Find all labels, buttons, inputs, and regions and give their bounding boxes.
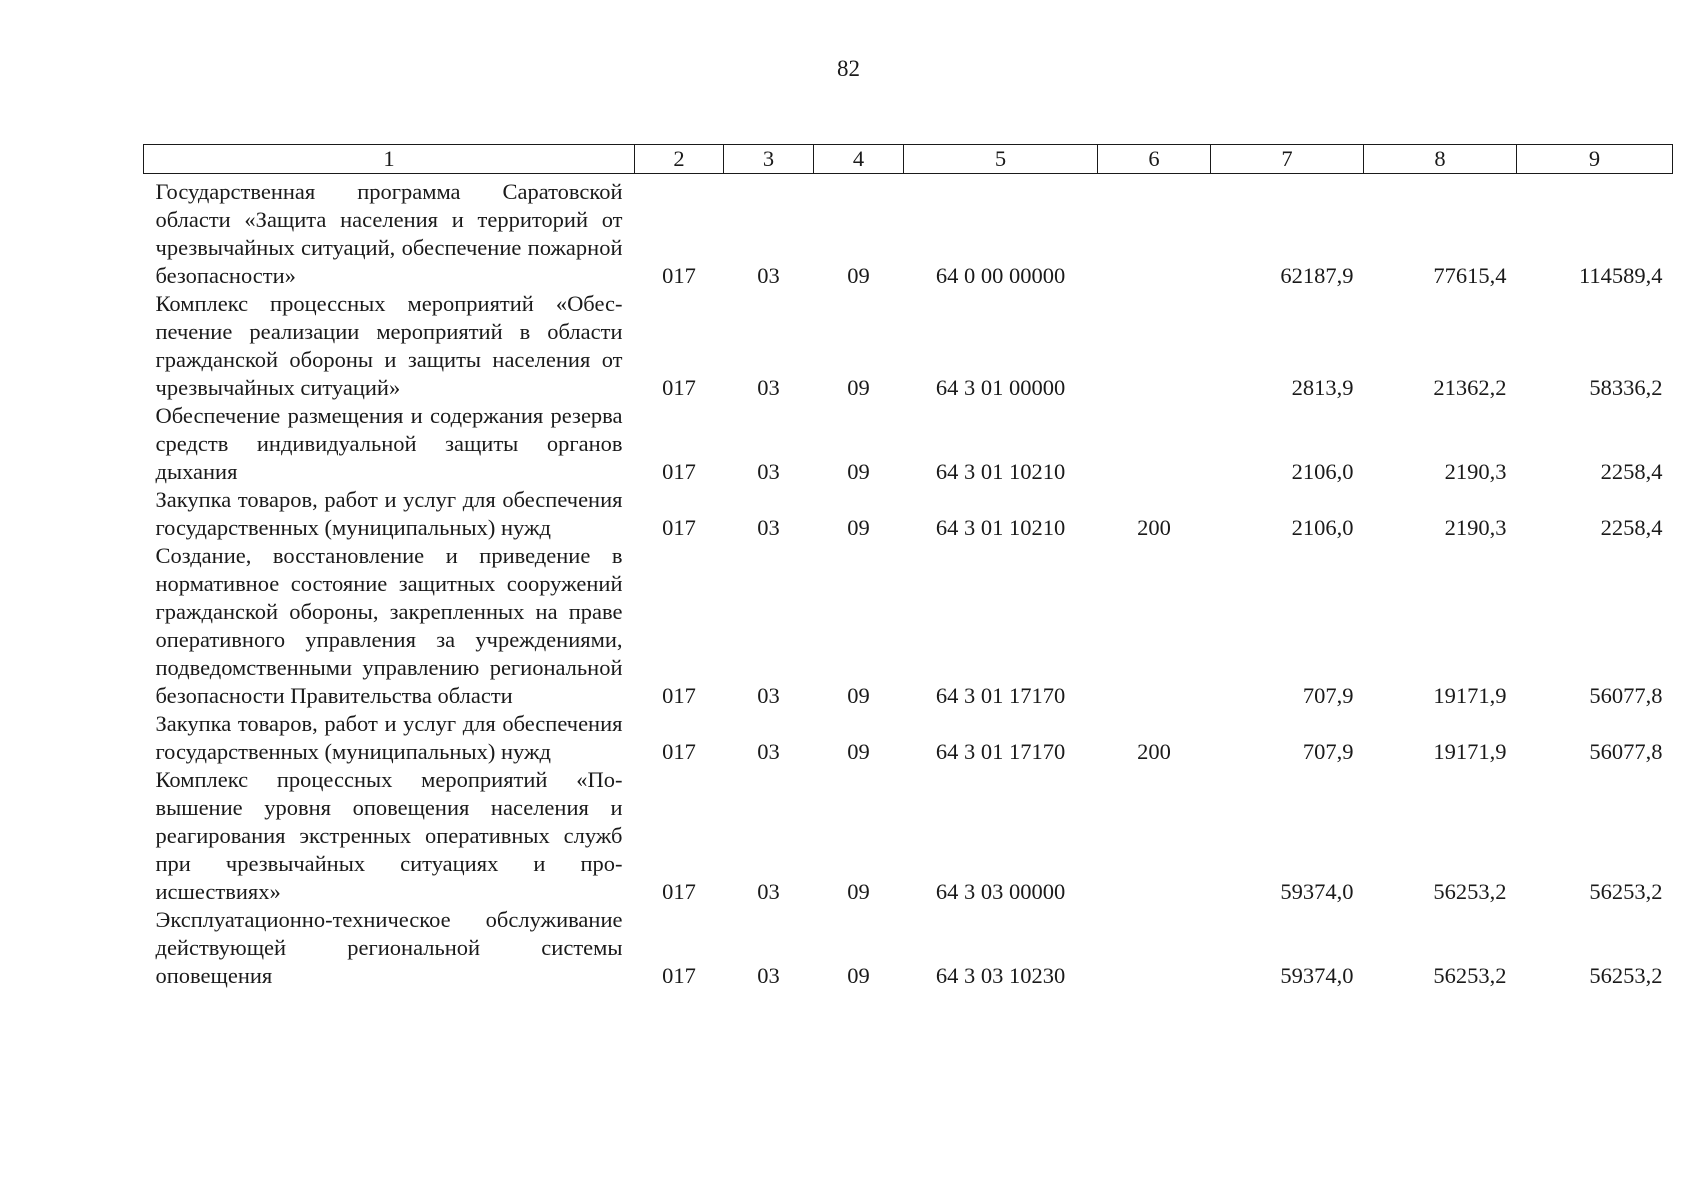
cell-col7: 62187,9: [1280, 263, 1354, 288]
table-row: [144, 542, 1673, 710]
cell-col3: 03: [757, 683, 780, 708]
cell-col5: 64 0 00 00000: [935, 263, 1066, 288]
cell-col7: 2106,0: [1291, 515, 1354, 540]
row-name: Эксплуатационно-техническое обслуживание действующей региональной системы оповещения: [155, 907, 623, 988]
cell-col3: 03: [757, 459, 780, 484]
cell-col8: 21362,2: [1433, 375, 1507, 400]
cell-col5: 64 3 01 17170: [935, 683, 1066, 708]
cell-col6: [1098, 402, 1211, 486]
table-row: [144, 290, 1673, 402]
cell-col3: 03: [757, 879, 780, 904]
header-row: [144, 145, 1673, 174]
cell-col3: 03: [757, 739, 780, 764]
cell-col4: 09: [847, 963, 870, 988]
cell-col4: 09: [847, 739, 870, 764]
table-row: [144, 402, 1673, 486]
table-row: [144, 766, 1673, 906]
row-name: Комплекс процессных мероприятий «Обеспечение реализации мероприятий в области гражданской обороны и защиты населения от чрезвычайных ситуаций»: [155, 291, 623, 400]
cell-col9: 114589,4: [1578, 263, 1663, 288]
cell-col9: 56077,8: [1589, 683, 1663, 708]
column-header: 9: [1517, 145, 1673, 174]
column-header: 5: [904, 145, 1098, 174]
cell-col6: [1098, 174, 1211, 291]
table-row: [144, 174, 1673, 291]
cell-col2: 017: [662, 459, 696, 484]
cell-col9: 58336,2: [1589, 375, 1663, 400]
column-header: 8: [1364, 145, 1517, 174]
cell-col5: 64 3 01 10210: [935, 515, 1066, 540]
cell-col5: 64 3 01 10210: [935, 459, 1066, 484]
column-header: 4: [814, 145, 904, 174]
cell-col2: 017: [662, 375, 696, 400]
table-row: [144, 906, 1673, 990]
row-name: Комплекс процессных мероприятий «Повышение уровня оповещения населения и реагирования экстренных оперативных служб при чрезвычайных ситуациях и происшествиях»: [155, 767, 623, 904]
cell-col6: 200: [1137, 515, 1171, 540]
cell-col7: 59374,0: [1280, 879, 1354, 904]
table-row: [144, 710, 1673, 766]
row-name: Создание, восстановление и приведение в нормативное состояние защитных сооружений гражданской обороны, закрепленных на праве оперативного управления за учреждениями, подведомственными управлению региональной безопасности Правительства области: [155, 543, 623, 708]
cell-col7: 707,9: [1302, 683, 1354, 708]
cell-col7: 2813,9: [1291, 375, 1354, 400]
row-name: Обеспечение размещения и содержания резерва средств индивидуальной защиты органов дыхания: [155, 403, 623, 484]
cell-col7: 707,9: [1302, 739, 1354, 764]
cell-col5: 64 3 03 00000: [935, 879, 1066, 904]
budget-table: [143, 144, 1673, 990]
cell-col8: 56253,2: [1433, 963, 1507, 988]
column-header: 2: [635, 145, 724, 174]
cell-col6: [1098, 766, 1211, 906]
cell-col2: 017: [662, 683, 696, 708]
cell-col9: 56077,8: [1589, 739, 1663, 764]
cell-col4: 09: [847, 375, 870, 400]
cell-col4: 09: [847, 263, 870, 288]
cell-col2: 017: [662, 739, 696, 764]
row-name: Закупка товаров, работ и услуг для обеспечения государственных (муниципальных) нужд: [155, 711, 623, 764]
cell-col8: 77615,4: [1433, 263, 1507, 288]
column-header: 7: [1211, 145, 1364, 174]
cell-col5: 64 3 03 10230: [935, 963, 1066, 988]
column-header: 6: [1098, 145, 1211, 174]
cell-col7: 2106,0: [1291, 459, 1354, 484]
cell-col8: 19171,9: [1433, 739, 1507, 764]
table-row: [144, 486, 1673, 542]
cell-col4: 09: [847, 459, 870, 484]
column-header: 3: [724, 145, 814, 174]
cell-col8: 56253,2: [1433, 879, 1507, 904]
cell-col8: 2190,3: [1444, 459, 1507, 484]
cell-col2: 017: [662, 963, 696, 988]
cell-col7: 59374,0: [1280, 963, 1354, 988]
cell-col5: 64 3 01 00000: [935, 375, 1066, 400]
cell-col2: 017: [662, 515, 696, 540]
cell-col9: 2258,4: [1600, 515, 1663, 540]
column-header: 1: [144, 145, 635, 174]
cell-col2: 017: [662, 263, 696, 288]
row-name: Закупка товаров, работ и услуг для обеспечения государственных (муниципальных) нужд: [155, 487, 623, 540]
cell-col2: 017: [662, 879, 696, 904]
cell-col9: 2258,4: [1600, 459, 1663, 484]
cell-col6: [1098, 542, 1211, 710]
cell-col3: 03: [757, 515, 780, 540]
cell-col8: 19171,9: [1433, 683, 1507, 708]
cell-col6: [1098, 290, 1211, 402]
cell-col9: 56253,2: [1589, 879, 1663, 904]
cell-col4: 09: [847, 879, 870, 904]
cell-col3: 03: [757, 963, 780, 988]
row-name: Государственная программа Саратовской области «Защита населения и территорий от чрезвычайных ситуаций, обеспечение пожарной безопасности»: [155, 179, 623, 288]
cell-col9: 56253,2: [1589, 963, 1663, 988]
cell-col4: 09: [847, 683, 870, 708]
cell-col4: 09: [847, 515, 870, 540]
cell-col6: [1098, 906, 1211, 990]
cell-col8: 2190,3: [1444, 515, 1507, 540]
cell-col6: 200: [1137, 739, 1171, 764]
cell-col3: 03: [757, 375, 780, 400]
page-number: 82: [837, 56, 860, 81]
cell-col3: 03: [757, 263, 780, 288]
cell-col5: 64 3 01 17170: [935, 739, 1066, 764]
